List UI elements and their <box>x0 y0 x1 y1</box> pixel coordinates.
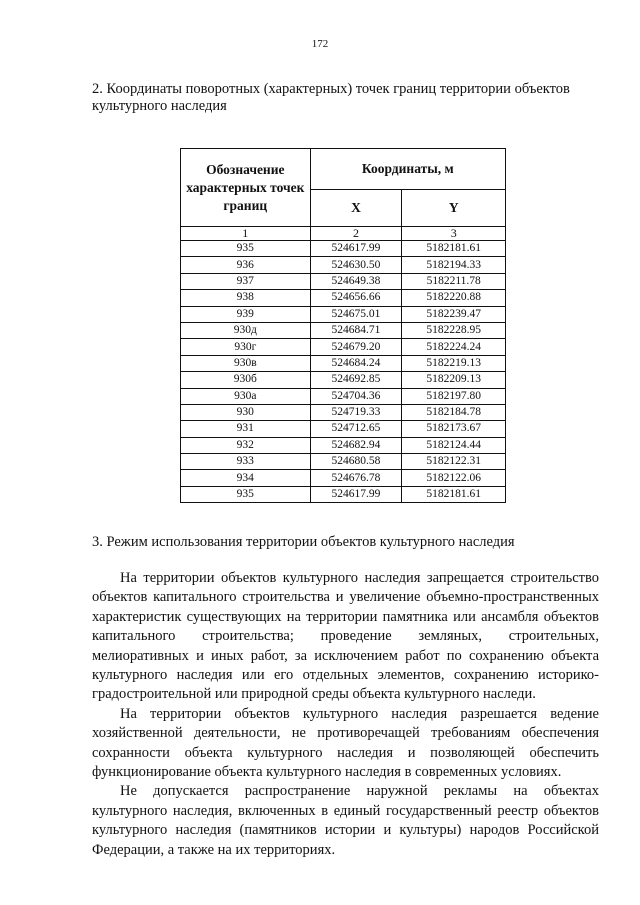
cell-y: 5182122.06 <box>402 470 506 486</box>
column-number: 3 <box>402 227 506 241</box>
header-x: X <box>310 190 402 227</box>
cell-point: 930а <box>181 388 311 404</box>
cell-x: 524679.20 <box>310 339 402 355</box>
cell-x: 524617.99 <box>310 486 402 502</box>
cell-point: 939 <box>181 306 311 322</box>
paragraph: Не допускается распространение наружной рекламы на объектах культурного наследия, включенных в единый государственный реестр объектов культурного наследия (памятников истории и культуры) народов Российской Федерации, а также на их территориях. <box>92 783 599 858</box>
cell-y: 5182194.33 <box>402 257 506 273</box>
table-row <box>181 322 506 338</box>
table-row <box>181 241 506 257</box>
section-3-heading: 3. Режим использования территории объектов культурного наследия <box>92 534 515 550</box>
table-row <box>181 372 506 388</box>
table-row <box>181 290 506 306</box>
cell-y: 5182220.88 <box>402 290 506 306</box>
cell-y: 5182184.78 <box>402 404 506 420</box>
cell-x: 524692.85 <box>310 372 402 388</box>
cell-y: 5182219.13 <box>402 355 506 371</box>
page-number: 172 <box>311 38 329 50</box>
cell-point: 938 <box>181 290 311 306</box>
cell-point: 936 <box>181 257 311 273</box>
table-row <box>181 306 506 322</box>
column-number: 1 <box>181 227 311 241</box>
cell-x: 524676.78 <box>310 470 402 486</box>
cell-x: 524680.58 <box>310 454 402 470</box>
cell-x: 524684.71 <box>310 322 402 338</box>
cell-x: 524682.94 <box>310 437 402 453</box>
cell-point: 935 <box>181 241 311 257</box>
cell-y: 5182124.44 <box>402 437 506 453</box>
cell-point: 932 <box>181 437 311 453</box>
cell-x: 524704.36 <box>310 388 402 404</box>
paragraph: На территории объектов культурного наследия запрещается строительство объектов капитального строительства и увеличение объемно-пространственных характеристик существующих на территории памятника или ансамбля объектов капитального строительства; проведение земляных, строительных, мелиоративных и иных работ, за исключением работ по сохранению объекта культурного наследия или его отдельных элементов, сохранению историко-градостроительной или природной среды объекта культурного наследи. <box>92 570 599 703</box>
section-3-body <box>92 569 599 860</box>
cell-point: 931 <box>181 421 311 437</box>
cell-y: 5182181.61 <box>402 241 506 257</box>
table-row <box>181 388 506 404</box>
cell-x: 524719.33 <box>310 404 402 420</box>
section-2-heading: 2. Координаты поворотных (характерных) точек границ территории объектов культурного наследия <box>92 81 570 114</box>
cell-x: 524656.66 <box>310 290 402 306</box>
cell-point: 937 <box>181 273 311 289</box>
table-row <box>181 486 506 502</box>
cell-point: 934 <box>181 470 311 486</box>
table-row <box>181 355 506 371</box>
cell-y: 5182211.78 <box>402 273 506 289</box>
cell-x: 524675.01 <box>310 306 402 322</box>
cell-point: 930г <box>181 339 311 355</box>
column-number-row <box>181 227 506 241</box>
table-row <box>181 257 506 273</box>
cell-x: 524630.50 <box>310 257 402 273</box>
cell-x: 524684.24 <box>310 355 402 371</box>
table-row <box>181 454 506 470</box>
cell-y: 5182181.61 <box>402 486 506 502</box>
paragraph: На территории объектов культурного наследия разрешается ведение хозяйственной деятельности, не противоречащей требованиям обеспечения сохранности объекта культурного наследия и позволяющей обеспечить функционирование объекта культурного наследия в современных условиях. <box>92 705 599 781</box>
cell-y: 5182228.95 <box>402 322 506 338</box>
table-row <box>181 404 506 420</box>
cell-y: 5182239.47 <box>402 306 506 322</box>
cell-y: 5182209.13 <box>402 372 506 388</box>
cell-point: 930б <box>181 372 311 388</box>
cell-x: 524712.65 <box>310 421 402 437</box>
header-designation: Обозначение характерных точек границ <box>181 149 311 227</box>
cell-y: 5182197.80 <box>402 388 506 404</box>
table-row <box>181 470 506 486</box>
column-number: 2 <box>310 227 402 241</box>
cell-x: 524617.99 <box>310 241 402 257</box>
cell-point: 935 <box>181 486 311 502</box>
header-coordinates: Координаты, м <box>310 149 505 190</box>
table-row <box>181 339 506 355</box>
cell-y: 5182173.67 <box>402 421 506 437</box>
coordinates-table <box>180 148 506 503</box>
cell-x: 524649.38 <box>310 273 402 289</box>
cell-y: 5182122.31 <box>402 454 506 470</box>
table-row <box>181 421 506 437</box>
cell-y: 5182224.24 <box>402 339 506 355</box>
table-row <box>181 437 506 453</box>
table-row <box>181 273 506 289</box>
cell-point: 930 <box>181 404 311 420</box>
cell-point: 930в <box>181 355 311 371</box>
cell-point: 933 <box>181 454 311 470</box>
header-y: Y <box>402 190 506 227</box>
cell-point: 930д <box>181 322 311 338</box>
